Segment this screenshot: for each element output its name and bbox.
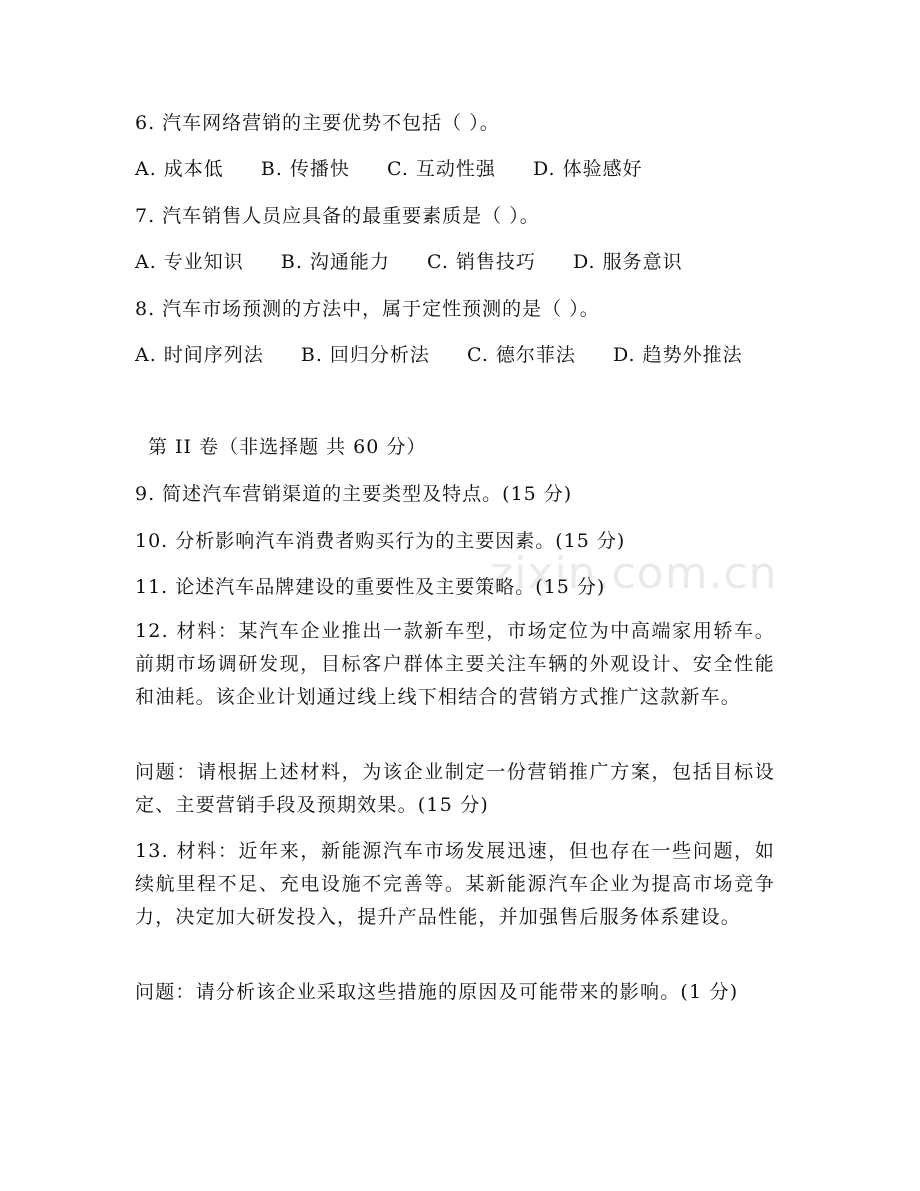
watermark: zixin.com.cn	[490, 548, 778, 599]
question-12-question: 问题：请根据上述材料，为该企业制定一份营销推广方案，包括目标设定、主要营销手段及预期效果。(15 分)	[135, 761, 775, 816]
question-9: 9. 简述汽车营销渠道的主要类型及特点。(15 分)	[135, 483, 573, 505]
question-8-options	[135, 343, 743, 367]
question-7-stem: 7. 汽车销售人员应具备的最重要素质是（ ）。	[135, 205, 540, 227]
question-13-question: 问题：请分析该企业采取这些措施的原因及可能带来的影响。(1 分)	[135, 981, 739, 1003]
option-d: D. 服务意识	[572, 251, 683, 273]
option-d: D. 体验感好	[532, 158, 643, 180]
question-11: 11. 论述汽车品牌建设的重要性及主要策略。(15 分)	[135, 576, 606, 598]
section-2-title: 第 II 卷（非选择题 共 60 分）	[148, 436, 427, 458]
option-a: A. 专业知识	[135, 251, 244, 273]
question-6-options	[135, 157, 643, 181]
option-d: D. 趋势外推法	[612, 344, 743, 366]
question-10: 10. 分析影响汽车消费者购买行为的主要因素。(15 分)	[135, 530, 626, 552]
question-12-material: 12. 材料：某汽车企业推出一款新车型，市场定位为中高端家用轿车。前期市场调研发现，目标客户群体主要关注车辆的外观设计、安全性能和油耗。该企业计划通过线上线下相结合的营销方式推广这款新车。	[135, 620, 775, 708]
option-b: B. 沟通能力	[280, 251, 390, 273]
question-13-material: 13. 材料：近年来，新能源汽车市场发展迅速，但也存在一些问题，如续航里程不足、充电设施不完善等。某新能源汽车企业为提高市场竞争力，决定加大研发投入，提升产品性能，并加强售后服务体系建设。	[135, 840, 775, 928]
option-b: B. 回归分析法	[300, 344, 430, 366]
question-6-stem: 6. 汽车网络营销的主要优势不包括（ ）。	[135, 112, 500, 134]
option-b: B. 传播快	[260, 158, 350, 180]
option-a: A. 成本低	[135, 158, 224, 180]
question-7-options	[135, 250, 683, 274]
option-a: A. 时间序列法	[135, 344, 264, 366]
option-c: C. 销售技巧	[426, 251, 536, 273]
option-c: C. 德尔菲法	[466, 344, 576, 366]
option-c: C. 互动性强	[386, 158, 496, 180]
question-8-stem: 8. 汽车市场预测的方法中，属于定性预测的是（ ）。	[135, 298, 600, 320]
